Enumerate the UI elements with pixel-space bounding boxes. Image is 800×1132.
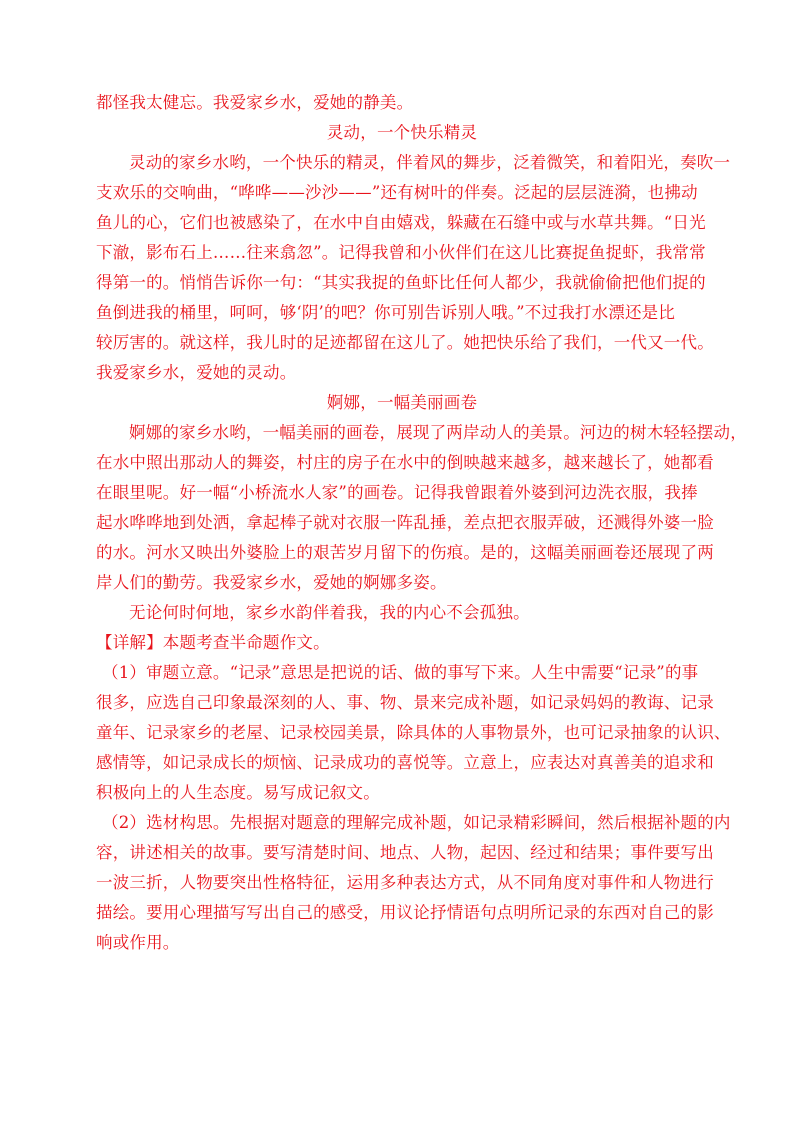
analysis-heading: 【详解】本题考查半命题作文。: [96, 633, 330, 652]
paragraph-line: 较厉害的。就这样，我儿时的足迹都留在这儿了。她把快乐给了我们，一代又一代。: [96, 333, 714, 352]
essay-text: [96, 88, 747, 958]
paragraph-line: 起水哗哗地到处洒，拿起棒子就对衣服一阵乱捶，差点把衣服弄破，还溅得外婆一脸: [96, 513, 714, 532]
paragraph-line: 在眼里呢。好一幅“小桥流水人家”的画卷。记得我曾跟着外婆到河边洗衣服，我捧: [96, 483, 698, 502]
paragraph-line: 鱼倒进我的桶里，呵呵，够‘阴’的吧？你可别告诉别人哦。”不过我打水漂还是比: [96, 303, 676, 322]
paragraph-line: 在水中照出那动人的舞姿，村庄的房子在水中的倒映越来越多，越来越长了，她都看: [96, 453, 714, 472]
paragraph-line: 的水。河水又映出外婆脸上的艰苦岁月留下的伤痕。是的，这幅美丽画卷还展现了两: [96, 543, 714, 562]
paragraph-line: 感情等，如记录成长的烦恼、记录成功的喜悦等。立意上，应表达对真善美的追求和: [96, 753, 714, 772]
paragraph-line: 岸人们的勤劳。我爱家乡水，爱她的婀娜多姿。: [96, 573, 447, 592]
paragraph-line: 婀娜的家乡水哟，一幅美丽的画卷，展现了两岸动人的美景。河边的树木轻轻摆动，: [129, 423, 747, 442]
paragraph-line: 一波三折，人物要突出性格特征，运用多种表达方式，从不同角度对事件和人物进行: [96, 873, 714, 892]
paragraph-line: 鱼儿的心，它们也被感染了，在水中自由嬉戏，躲藏在石缝中或与水草共舞。“日光: [96, 213, 706, 232]
paragraph-line: 很多，应选自己印象最深刻的人、事、物、景来完成补题，如记录妈妈的教诲、记录: [96, 693, 714, 712]
paragraph-line: 下澈，影布石上……往来翕忽”。记得我曾和小伙伴们在这儿比赛捉鱼捉虾，我常常: [96, 243, 706, 262]
paragraph-line: 描绘。要用心理描写写出自己的感受，用议论抒情语句点明所记录的东西对自己的影: [96, 903, 714, 922]
paragraph-line: 响或作用。: [96, 933, 180, 952]
section-heading-lingdong: 灵动，一个快乐精灵: [326, 123, 478, 142]
paragraph-line: 都怪我太健忘。我爱家乡水，爱她的静美。: [96, 93, 414, 112]
paragraph-line: 我爱家乡水，爱她的灵动。: [96, 363, 297, 382]
paragraph-line: 积极向上的人生态度。易写成记叙文。: [96, 783, 380, 802]
paragraph-line: 得第一的。悄悄告诉你一句：“其实我捉的鱼虾比任何人都少，我就偷偷把他们捉的: [96, 273, 706, 292]
paragraph-line: 支欢乐的交响曲，“哗哗——沙沙——”还有树叶的伴奏。泛起的层层涟漪，也拂动: [96, 183, 698, 202]
paragraph-line: 童年、记录家乡的老屋、记录校园美景，除具体的人事物景外，也可记录抽象的认识、: [96, 723, 731, 742]
paragraph-line: 无论何时何地，家乡水韵伴着我，我的内心不会孤独。: [129, 603, 530, 622]
section-heading-enuo: 婀娜，一幅美丽画卷: [326, 393, 478, 412]
paragraph-line: （1）审题立意。“记录”意思是把说的话、做的事写下来。人生中需要“记录”的事: [102, 663, 699, 682]
paragraph-line: （2）选材构思。先根据对题意的理解完成补题，如记录精彩瞬间，然后根据补题的内: [102, 813, 731, 832]
paragraph-line: 容，讲述相关的故事。要写清楚时间、地点、人物，起因、经过和结果；事件要写出: [96, 843, 714, 862]
paragraph-line: 灵动的家乡水哟，一个快乐的精灵，伴着风的舞步，泛着微笑，和着阳光，奏吹一: [129, 153, 731, 172]
